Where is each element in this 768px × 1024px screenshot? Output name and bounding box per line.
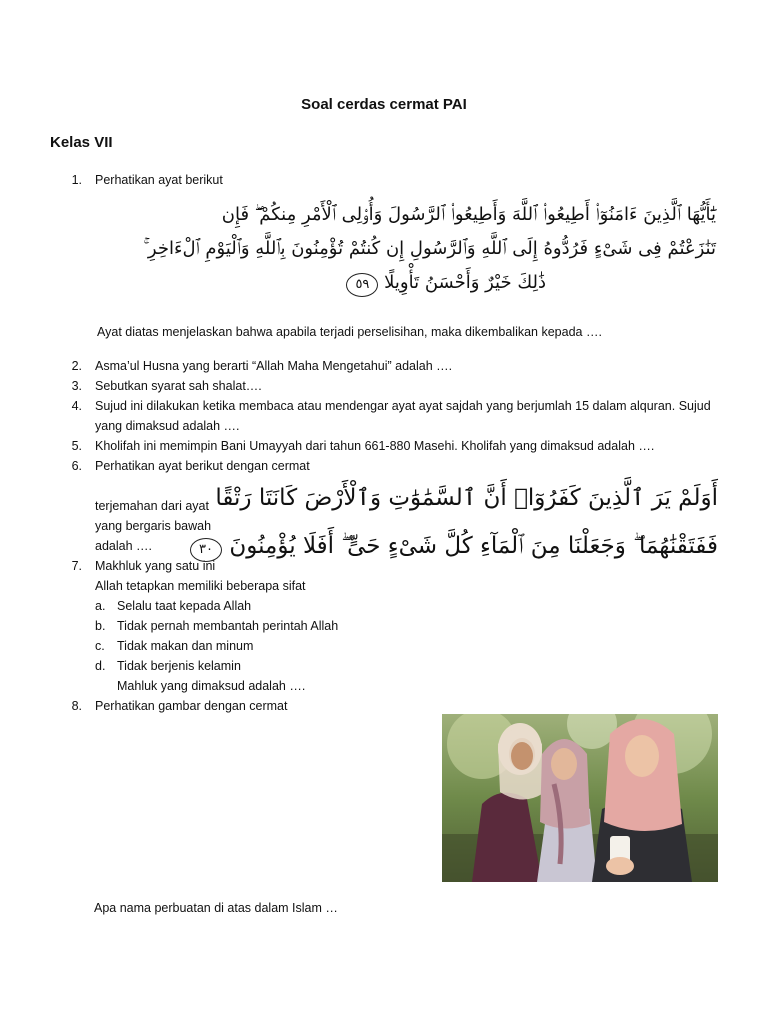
- q1-text: Perhatikan ayat berikut: [95, 173, 223, 187]
- class-heading: Kelas VII: [50, 134, 113, 151]
- q8-text: Perhatikan gambar dengan cermat: [95, 699, 288, 713]
- q6-text: Perhatikan ayat berikut dengan cermat: [95, 459, 310, 473]
- q5-text: Kholifah ini memimpin Bani Umayyah dari tahun 661-880 Masehi. Kholifah yang dimaksud adalah ….: [95, 439, 655, 453]
- q7-option-a: Selalu taat kepada Allah: [117, 599, 252, 613]
- q7-option-c-label: c.: [95, 639, 105, 653]
- q7-option-d-label: d.: [95, 659, 106, 673]
- q1-arabic-line-1: يَٰٓأَيُّهَا ٱلَّذِينَ ءَامَنُوٓا۟ أَطِيعُوا۟ ٱللَّهَ وَأَطِيعُوا۟ ٱلرَّسُولَ وَأُو۟لِى ٱلْأَمْرِ مِنكُمْ ۖ فَإِن: [221, 204, 716, 225]
- q6-sub-line-3: adalah ….: [95, 539, 152, 553]
- q7-text-line-2: Allah tetapkan memiliki beberapa sifat: [95, 579, 306, 593]
- q6-sub-line-1: terjemahan dari ayat: [95, 499, 209, 513]
- q1-arabic-verse: [143, 198, 716, 300]
- q1-number: 1.: [71, 173, 82, 187]
- q4-text-line-1: Sujud ini dilakukan ketika membaca atau mendengar ayat ayat sajdah yang berjumlah 15 dalam alquran. Sujud: [95, 399, 711, 413]
- q6-arabic-line-1: أَوَلَمْ يَرَ ٱلَّذِينَ كَفَرُوٓا۟ أَنَّ ٱلسَّمَٰوَٰتِ وَٱلْأَرْضَ كَانَتَا رَتْقًا: [215, 485, 718, 511]
- q3-text: Sebutkan syarat sah shalat….: [95, 379, 262, 393]
- q3-number: 3.: [71, 379, 82, 393]
- q4-text-line-2: yang dimaksud adalah ….: [95, 419, 240, 433]
- gossip-photo: [442, 714, 718, 882]
- q8-question: Apa nama perbuatan di atas dalam Islam …: [94, 901, 338, 915]
- q1-ayah-number: ٥٩: [346, 273, 378, 297]
- q7-option-b-label: b.: [95, 619, 106, 633]
- q1-arabic-line-2: تَنَٰزَعْتُمْ فِى شَىْءٍ فَرُدُّوهُ إِلَى ٱللَّهِ وَٱلرَّسُولِ إِن كُنتُمْ تُؤْمِنُونَ بِٱللَّهِ وَٱلْيَوْمِ ٱلْءَاخِرِ ۚ: [143, 238, 716, 259]
- q6-arabic-line-2: [199, 522, 718, 570]
- q1-arabic-line-3-text: ذَٰلِكَ خَيْرٌ وَأَحْسَنُ تَأْوِيلًا: [384, 272, 546, 293]
- q2-text: Asma’ul Husna yang berarti “Allah Maha Mengetahui” adalah ….: [95, 359, 453, 373]
- q6-arabic-line-2-text: فَفَتَقْنَٰهُمَا ۖ وَجَعَلْنَا مِنَ ٱلْمَآءِ كُلَّ شَىْءٍ حَىٍّ ۖ أَفَلَا يُؤْمِنُونَ: [229, 533, 718, 559]
- q6-number: 6.: [71, 459, 82, 473]
- q7-option-c: Tidak makan dan minum: [117, 639, 254, 653]
- q7-option-d: Tidak berjenis kelamin: [117, 659, 241, 673]
- q1-question: Ayat diatas menjelaskan bahwa apabila terjadi perselisihan, maka dikembalikan kepada ….: [97, 325, 602, 339]
- q2-number: 2.: [71, 359, 82, 373]
- q7-option-b: Tidak pernah membantah perintah Allah: [117, 619, 339, 633]
- document-title: Soal cerdas cermat PAI: [301, 96, 467, 113]
- q1-arabic-line-3: [240, 266, 716, 300]
- q8-number: 8.: [71, 699, 82, 713]
- q6-ayah-number: ٣٠: [190, 538, 222, 562]
- q6-sub-line-2: yang bergaris bawah: [95, 519, 212, 533]
- q7-closing: Mahluk yang dimaksud adalah ….: [117, 679, 306, 693]
- q7-text-line-1: Makhluk yang satu ini: [95, 559, 216, 573]
- q7-option-a-label: a.: [95, 599, 106, 613]
- q6-arabic-verse: [199, 474, 718, 570]
- q5-number: 5.: [71, 439, 82, 453]
- q7-number: 7.: [71, 559, 82, 573]
- q4-number: 4.: [71, 399, 82, 413]
